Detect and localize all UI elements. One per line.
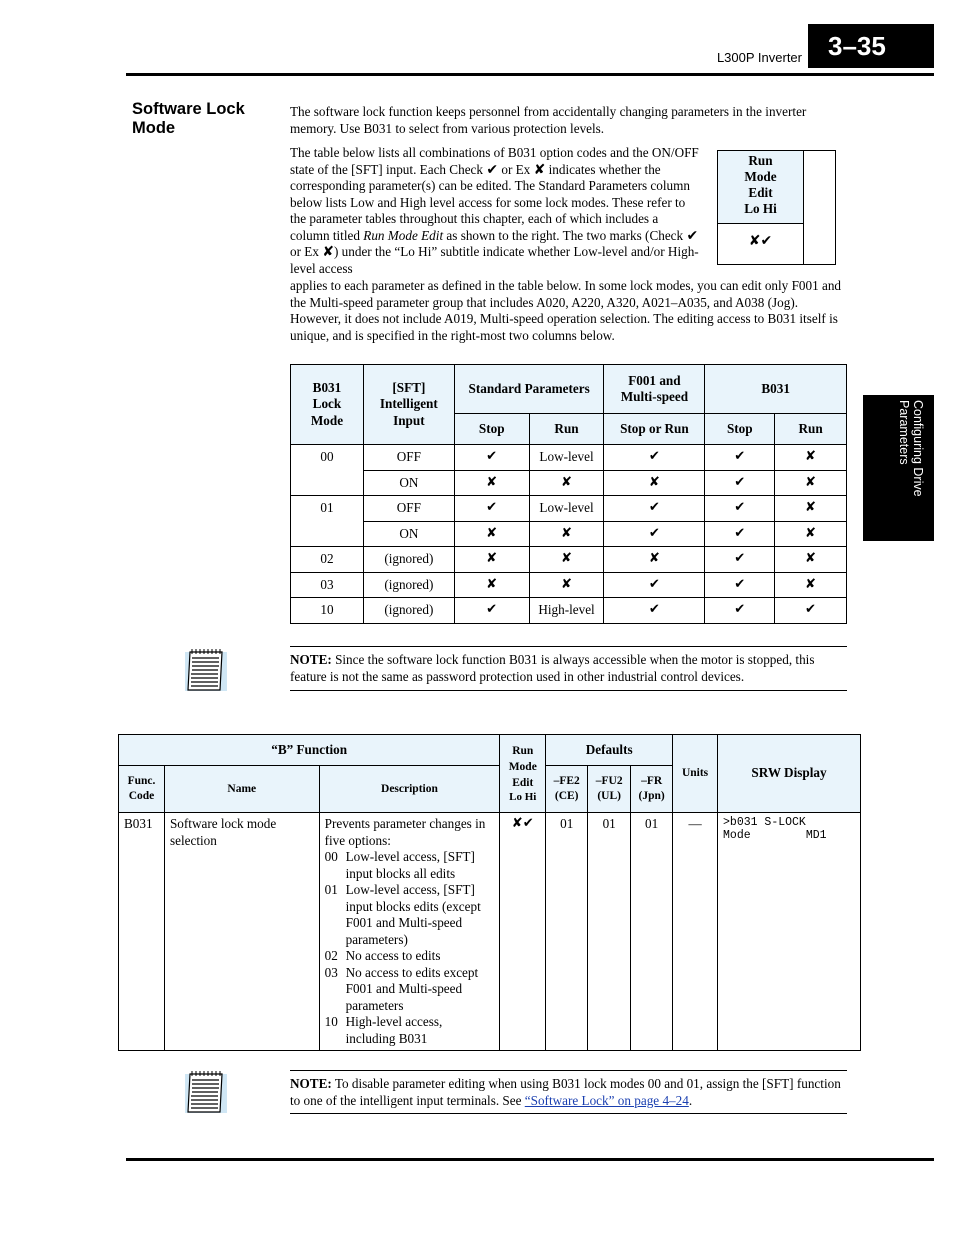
note-disable-editing: NOTE: To disable parameter editing when using B031 lock modes 00 and 01, assign the [SFT] function to one of the intelligent input terminals. See “Software Lock” on page 4–24.: [290, 1070, 847, 1114]
col-header-b-function: “B” Function: [119, 735, 500, 766]
col-header-func-code: Func. Code: [119, 766, 165, 813]
explanation-paragraph-continued: applies to each parameter as defined in the table below. In some lock modes, you can edit only F001 and the Multi-speed parameter group that includes A020, A220, A320, A021–A035, and A038 (Jog). However, it does not include A019, Multi-speed operation selection. The editing access to B031 itself is unique, and is specified in the right-most two columns below.: [290, 278, 842, 343]
col-header-fr: –FR (Jpn): [631, 766, 673, 813]
list-item: 02 No access to edits: [324, 948, 441, 963]
run-mode-edit-example: [717, 150, 836, 265]
col-header-lock-mode: B031 Lock Mode: [291, 365, 364, 445]
list-item: 01 Low-level access, [SFT] input blocks edits (except F001 and Multi-speed parameters): [324, 882, 481, 947]
col-header-srw-display: SRW Display: [718, 735, 861, 813]
section-heading: Software Lock Mode: [132, 100, 245, 137]
lock-mode-table: [290, 364, 847, 624]
notepad-icon: [184, 1070, 228, 1114]
func-name-cell: Software lock mode selection: [164, 813, 319, 1051]
list-item: 03 No access to edits except F001 and Multi-speed parameters: [324, 964, 479, 1013]
col-header-run: Run: [529, 414, 604, 445]
col-header-description: Description: [319, 766, 500, 813]
table-row: 02 (ignored) ✘ ✘ ✘ ✔ ✘: [291, 547, 847, 573]
col-header-run-mode-edit: Run Mode Edit Lo Hi: [500, 735, 546, 813]
func-code-cell: B031: [119, 813, 165, 1051]
ex-mark-icon: ✘: [322, 244, 334, 260]
table-row: [119, 813, 861, 1051]
col-header-fu2: –FU2 (UL): [588, 766, 631, 813]
col-header-standard-params: Standard Parameters: [454, 365, 604, 414]
list-item: 00 Low-level access, [SFT] input blocks all edits: [324, 849, 475, 881]
run-mode-edit-marks: ✘✔: [718, 224, 804, 264]
func-description-cell: Prevents parameter changes in five options: 00 Low-level access, [SFT] input blocks all edits 01 Low-level access, [SFT] input blocks edits (except F001 and Multi-speed parameters) 02 No access to edits 03 No access to edits except F001 and Multi-speed parameters 10 High-level access, including B031: [319, 813, 500, 1051]
run-mode-edit-cell: ✘✔: [500, 813, 546, 1051]
col-header-name: Name: [164, 766, 319, 813]
check-mark-icon: ✔: [486, 161, 499, 178]
header-rule: [126, 73, 934, 76]
ex-mark-icon: ✘: [533, 161, 546, 178]
list-item: 10 High-level access, including B031: [324, 1014, 443, 1046]
notepad-icon: [184, 648, 228, 692]
intro-paragraph: The software lock function keeps personnel from accidentally changing parameters in the inverter memory. Use B031 to select from various protection levels.: [290, 104, 807, 136]
chapter-side-tab-label: Configuring Drive Parameters: [897, 400, 925, 497]
check-mark-icon: ✔: [686, 227, 699, 244]
default-fu2-cell: 01: [588, 813, 631, 1051]
table-row: ON ✘ ✘ ✘ ✔ ✘: [291, 470, 847, 496]
table-row: ON ✘ ✘ ✔ ✔ ✘: [291, 521, 847, 547]
col-header-b031: B031: [705, 365, 847, 414]
software-lock-link[interactable]: “Software Lock” on page 4–24: [524, 1092, 689, 1108]
default-fr-cell: 01: [631, 813, 673, 1051]
units-cell: —: [673, 813, 718, 1051]
col-header-units: Units: [673, 735, 718, 813]
col-header-stop: Stop: [454, 414, 529, 445]
table-row: 03 (ignored) ✘ ✘ ✔ ✔ ✘: [291, 572, 847, 598]
page-number: 3–35: [808, 24, 934, 68]
col-header-f001-multispeed: F001 and Multi-speed: [604, 365, 705, 414]
col-header-b031-stop: Stop: [705, 414, 775, 445]
table-row: 01 OFF ✔ Low-level ✔ ✔ ✘: [291, 496, 847, 522]
col-header-sft-input: [SFT] Intelligent Input: [363, 365, 454, 445]
col-header-stop-or-run: Stop or Run: [604, 414, 705, 445]
running-header-title: L300P Inverter: [716, 50, 802, 65]
col-header-defaults: Defaults: [546, 735, 673, 766]
col-header-b031-run: Run: [775, 414, 847, 445]
table-row: 00 OFF ✔ Low-level ✔ ✔ ✘: [291, 445, 847, 471]
srw-display-cell: >b031 S-LOCK Mode MD1: [718, 813, 861, 1051]
run-mode-edit-header: Run Mode Edit Lo Hi: [718, 151, 804, 224]
note-password: NOTE: Since the software lock function B031 is always accessible when the motor is stopped, this feature is not the same as password protection used in other industrial control devices.: [290, 646, 847, 691]
b-function-table: [118, 734, 861, 1051]
explanation-paragraph: The table below lists all combinations of B031 option codes and the ON/OFF state of the [SFT] input. Each Check ✔ or Ex ✘ indicates whether the corresponding parameter(s) can be edited. The Standard Parameters column below lists Low and High level access for some lock modes. These refer to the parameter tables throughout this chapter, each of which includes a column titled Run Mode Edit as shown to the right. The two marks (Check ✔ or Ex ✘) under the “Lo Hi” subtitle indicate whether Low-level and/or High-level access: [290, 145, 699, 276]
default-fe2-cell: 01: [546, 813, 588, 1051]
table-row: 10 (ignored) ✔ High-level ✔ ✔ ✔: [291, 598, 847, 624]
footer-rule: [126, 1158, 934, 1161]
col-header-fe2: –FE2 (CE): [546, 766, 588, 813]
